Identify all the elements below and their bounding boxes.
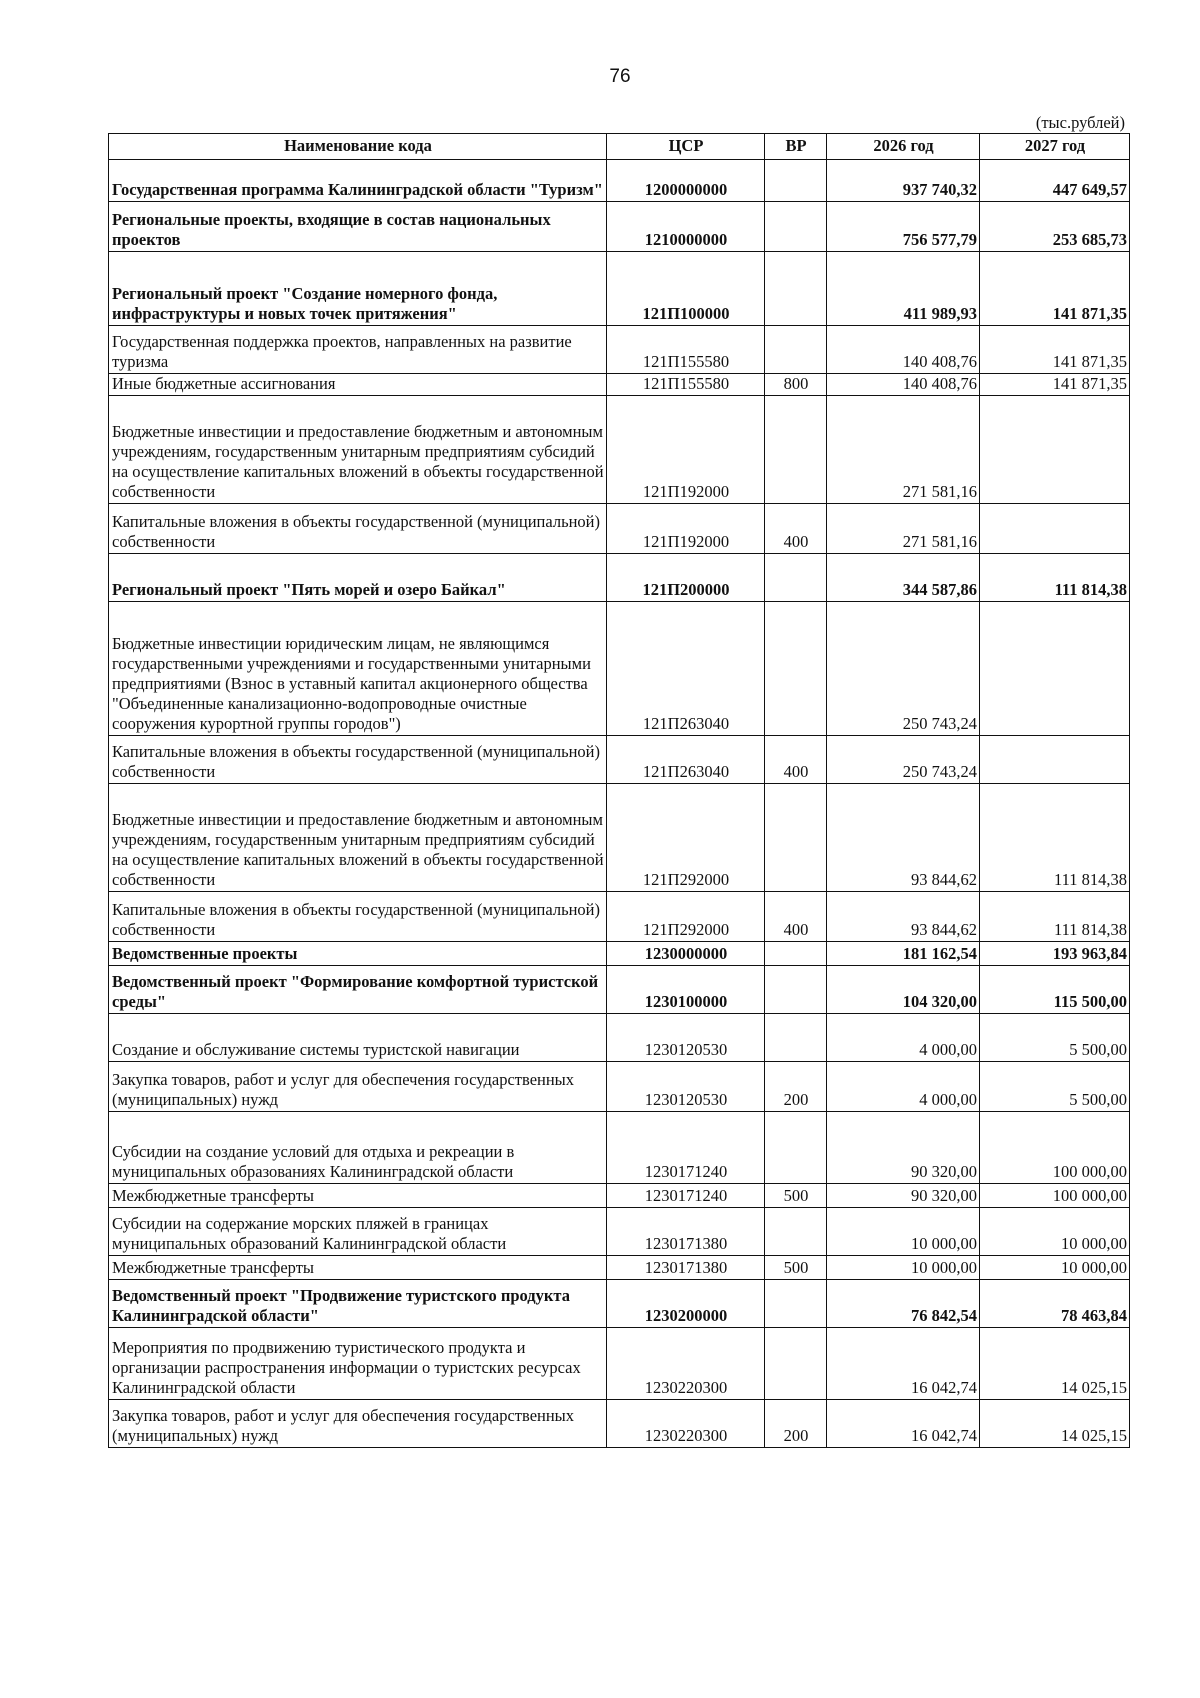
row-2026: 76 842,54 xyxy=(827,1280,980,1328)
row-csr: 121П263040 xyxy=(607,602,765,736)
row-csr: 1230171380 xyxy=(607,1256,765,1280)
row-2026: 4 000,00 xyxy=(827,1062,980,1112)
row-csr: 121П263040 xyxy=(607,736,765,784)
row-2027: 193 963,84 xyxy=(980,942,1130,966)
table-row xyxy=(109,942,1130,966)
row-2026: 181 162,54 xyxy=(827,942,980,966)
row-name: Капитальные вложения в объекты государственной (муниципальной) собственности xyxy=(109,504,607,554)
table-row xyxy=(109,1400,1130,1448)
row-csr: 121П292000 xyxy=(607,784,765,892)
table-row xyxy=(109,1256,1130,1280)
row-vr: 200 xyxy=(765,1062,827,1112)
table-row xyxy=(109,892,1130,942)
header-2026: 2026 год xyxy=(827,134,980,160)
row-csr: 121П192000 xyxy=(607,396,765,504)
budget-table xyxy=(108,133,1130,1448)
table-row xyxy=(109,1184,1130,1208)
row-2026: 140 408,76 xyxy=(827,326,980,374)
row-vr xyxy=(765,554,827,602)
table-row xyxy=(109,1112,1130,1184)
row-vr xyxy=(765,1014,827,1062)
row-2026: 93 844,62 xyxy=(827,784,980,892)
row-vr xyxy=(765,1280,827,1328)
row-name: Субсидии на содержание морских пляжей в границах муниципальных образований Калининградской области xyxy=(109,1208,607,1256)
row-2026: 250 743,24 xyxy=(827,602,980,736)
table-row xyxy=(109,784,1130,892)
row-csr: 121П192000 xyxy=(607,504,765,554)
row-name: Ведомственные проекты xyxy=(109,942,607,966)
table-row xyxy=(109,554,1130,602)
row-vr xyxy=(765,252,827,326)
row-2027: 447 649,57 xyxy=(980,160,1130,202)
row-2027: 10 000,00 xyxy=(980,1208,1130,1256)
row-2027: 10 000,00 xyxy=(980,1256,1130,1280)
table-row xyxy=(109,252,1130,326)
table-body xyxy=(109,160,1130,1448)
row-csr: 121П155580 xyxy=(607,374,765,396)
row-2027: 100 000,00 xyxy=(980,1184,1130,1208)
row-vr: 200 xyxy=(765,1400,827,1448)
row-2026: 271 581,16 xyxy=(827,504,980,554)
row-vr: 400 xyxy=(765,736,827,784)
page-number: 76 xyxy=(609,66,631,87)
row-2027: 100 000,00 xyxy=(980,1112,1130,1184)
row-2027: 141 871,35 xyxy=(980,374,1130,396)
table-row xyxy=(109,602,1130,736)
table-row xyxy=(109,1328,1130,1400)
table-row xyxy=(109,396,1130,504)
row-csr: 1230120530 xyxy=(607,1062,765,1112)
row-name: Бюджетные инвестиции и предоставление бюджетным и автономным учреждениям, государственным унитарным предприятиям субсидий на осуществление капитальных вложений в объекты государственной собственности xyxy=(109,396,607,504)
row-vr: 400 xyxy=(765,504,827,554)
row-name: Ведомственный проект "Продвижение туристского продукта Калининградской области" xyxy=(109,1280,607,1328)
row-csr: 1230100000 xyxy=(607,966,765,1014)
row-name: Региональные проекты, входящие в состав национальных проектов xyxy=(109,202,607,252)
row-csr: 1230000000 xyxy=(607,942,765,966)
row-2026: 411 989,93 xyxy=(827,252,980,326)
row-2027: 253 685,73 xyxy=(980,202,1130,252)
row-vr: 500 xyxy=(765,1184,827,1208)
row-name: Иные бюджетные ассигнования xyxy=(109,374,607,396)
row-vr xyxy=(765,396,827,504)
row-2026: 10 000,00 xyxy=(827,1256,980,1280)
row-2026: 344 587,86 xyxy=(827,554,980,602)
row-csr: 121П200000 xyxy=(607,554,765,602)
row-csr: 1210000000 xyxy=(607,202,765,252)
row-csr: 1230120530 xyxy=(607,1014,765,1062)
row-name: Капитальные вложения в объекты государственной (муниципальной) собственности xyxy=(109,892,607,942)
row-csr: 1230220300 xyxy=(607,1400,765,1448)
row-csr: 1230171240 xyxy=(607,1112,765,1184)
row-name: Региональный проект "Создание номерного фонда, инфраструктуры и новых точек притяжения" xyxy=(109,252,607,326)
header-name: Наименование кода xyxy=(109,134,607,160)
row-vr xyxy=(765,602,827,736)
row-2027 xyxy=(980,504,1130,554)
row-name: Межбюджетные трансферты xyxy=(109,1256,607,1280)
row-vr xyxy=(765,1328,827,1400)
table-row xyxy=(109,736,1130,784)
row-vr: 500 xyxy=(765,1256,827,1280)
row-2026: 4 000,00 xyxy=(827,1014,980,1062)
row-2026: 16 042,74 xyxy=(827,1400,980,1448)
row-vr xyxy=(765,942,827,966)
row-2027: 111 814,38 xyxy=(980,554,1130,602)
row-2026: 93 844,62 xyxy=(827,892,980,942)
row-2027 xyxy=(980,736,1130,784)
row-2026: 756 577,79 xyxy=(827,202,980,252)
row-csr: 1230220300 xyxy=(607,1328,765,1400)
row-name: Капитальные вложения в объекты государственной (муниципальной) собственности xyxy=(109,736,607,784)
row-2027: 111 814,38 xyxy=(980,892,1130,942)
row-vr xyxy=(765,160,827,202)
row-2027: 141 871,35 xyxy=(980,252,1130,326)
row-vr xyxy=(765,326,827,374)
row-2027: 141 871,35 xyxy=(980,326,1130,374)
row-csr: 121П292000 xyxy=(607,892,765,942)
table-row xyxy=(109,160,1130,202)
row-2027: 115 500,00 xyxy=(980,966,1130,1014)
row-name: Ведомственный проект "Формирование комфортной туристской среды" xyxy=(109,966,607,1014)
units-label: (тыс.рублей) xyxy=(1035,113,1125,132)
row-2026: 104 320,00 xyxy=(827,966,980,1014)
row-csr: 121П155580 xyxy=(607,326,765,374)
table-header-row xyxy=(109,134,1130,160)
row-name: Межбюджетные трансферты xyxy=(109,1184,607,1208)
table-row xyxy=(109,326,1130,374)
table-row xyxy=(109,504,1130,554)
table-row xyxy=(109,374,1130,396)
header-2027: 2027 год xyxy=(980,134,1130,160)
row-2026: 140 408,76 xyxy=(827,374,980,396)
row-name: Закупка товаров, работ и услуг для обеспечения государственных (муниципальных) нужд xyxy=(109,1062,607,1112)
row-2026: 90 320,00 xyxy=(827,1184,980,1208)
row-vr xyxy=(765,1112,827,1184)
row-csr: 1230200000 xyxy=(607,1280,765,1328)
row-vr xyxy=(765,784,827,892)
row-2026: 10 000,00 xyxy=(827,1208,980,1256)
row-csr: 121П100000 xyxy=(607,252,765,326)
row-name: Закупка товаров, работ и услуг для обеспечения государственных (муниципальных) нужд xyxy=(109,1400,607,1448)
row-csr: 1230171380 xyxy=(607,1208,765,1256)
table-row xyxy=(109,1208,1130,1256)
table-row xyxy=(109,1280,1130,1328)
row-name: Бюджетные инвестиции юридическим лицам, не являющимся государственными учреждениями и государственными унитарными предприятиями (Взнос в уставный капитал акционерного общества "Объединенные канализационно-водопроводные очистные сооружения курортной группы городов") xyxy=(109,602,607,736)
row-name: Государственная программа Калининградской области "Туризм" xyxy=(109,160,607,202)
row-2027: 5 500,00 xyxy=(980,1014,1130,1062)
row-name: Региональный проект "Пять морей и озеро Байкал" xyxy=(109,554,607,602)
row-2026: 271 581,16 xyxy=(827,396,980,504)
row-2027: 14 025,15 xyxy=(980,1400,1130,1448)
row-2027 xyxy=(980,602,1130,736)
row-2026: 250 743,24 xyxy=(827,736,980,784)
header-csr: ЦСР xyxy=(607,134,765,160)
row-csr: 1200000000 xyxy=(607,160,765,202)
row-2027: 5 500,00 xyxy=(980,1062,1130,1112)
row-name: Субсидии на создание условий для отдыха и рекреации в муниципальных образованиях Калининградской области xyxy=(109,1112,607,1184)
row-2026: 16 042,74 xyxy=(827,1328,980,1400)
row-vr: 400 xyxy=(765,892,827,942)
row-name: Бюджетные инвестиции и предоставление бюджетным и автономным учреждениям, государственным унитарным предприятиям субсидий на осуществление капитальных вложений в объекты государственной собственности xyxy=(109,784,607,892)
row-name: Создание и обслуживание системы туристской навигации xyxy=(109,1014,607,1062)
table-row xyxy=(109,1014,1130,1062)
row-2026: 90 320,00 xyxy=(827,1112,980,1184)
row-name: Государственная поддержка проектов, направленных на развитие туризма xyxy=(109,326,607,374)
row-2027: 111 814,38 xyxy=(980,784,1130,892)
row-2027: 78 463,84 xyxy=(980,1280,1130,1328)
row-vr: 800 xyxy=(765,374,827,396)
row-2027: 14 025,15 xyxy=(980,1328,1130,1400)
row-vr xyxy=(765,966,827,1014)
row-name: Мероприятия по продвижению туристического продукта и организации распространения информации о туристских ресурсах Калининградской области xyxy=(109,1328,607,1400)
table-row xyxy=(109,1062,1130,1112)
row-vr xyxy=(765,202,827,252)
row-2026: 937 740,32 xyxy=(827,160,980,202)
row-csr: 1230171240 xyxy=(607,1184,765,1208)
row-2027 xyxy=(980,396,1130,504)
header-vr: ВР xyxy=(765,134,827,160)
row-vr xyxy=(765,1208,827,1256)
table-row xyxy=(109,966,1130,1014)
table-row xyxy=(109,202,1130,252)
